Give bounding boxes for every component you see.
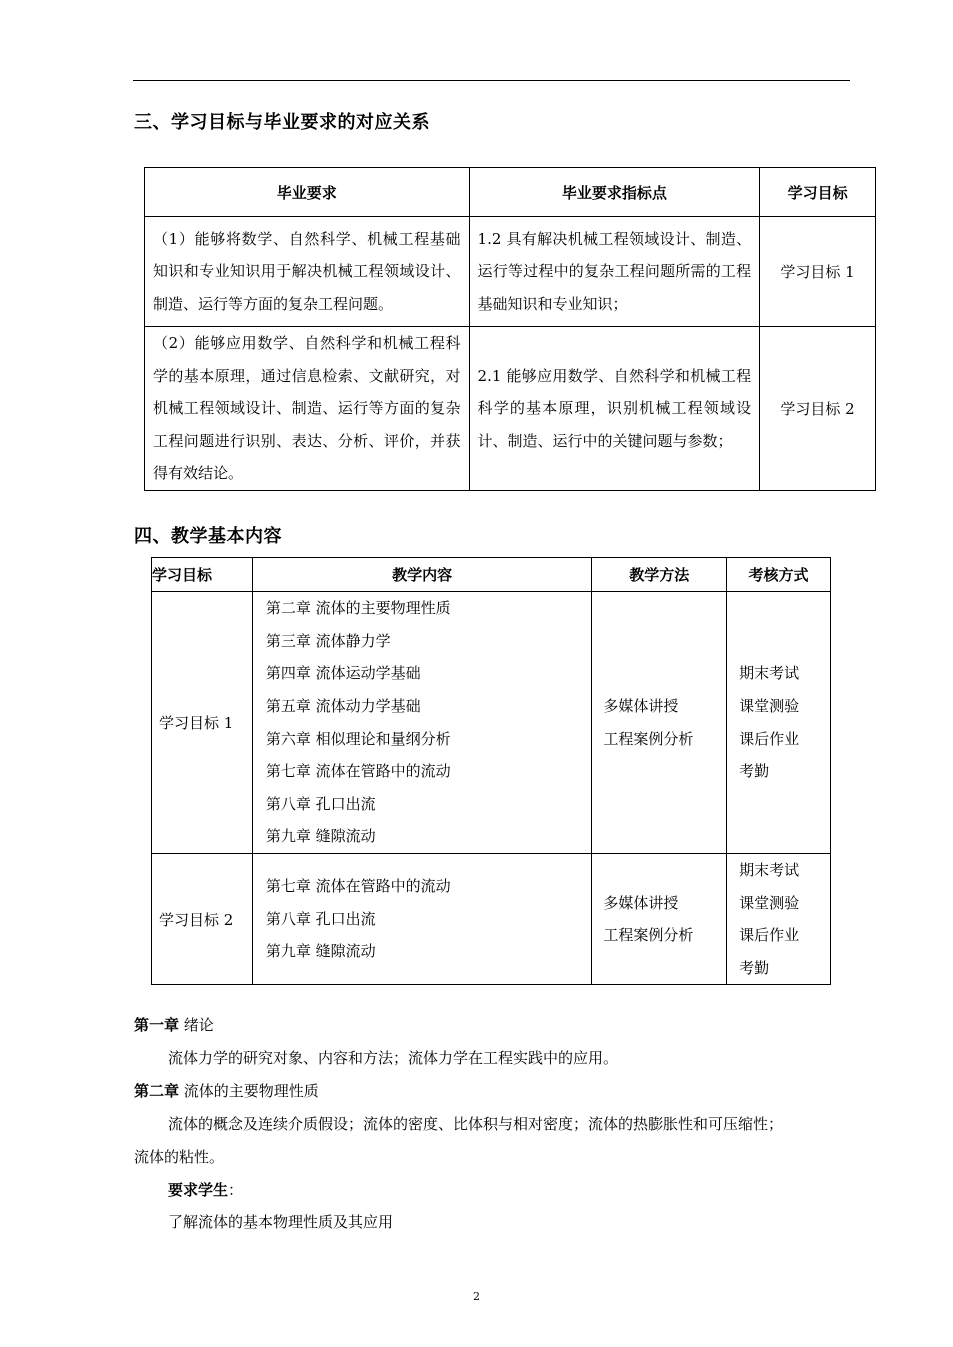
chapter-2-heading	[134, 1081, 319, 1101]
chapter-1-title: 绪论	[183, 1016, 214, 1034]
content-item: 第七章 流体在管路中的流动	[265, 877, 451, 896]
chapter-2-body-line-2: 流体的粘性。	[134, 1148, 225, 1166]
teaching-content-table	[151, 557, 831, 985]
assessment-item: 考勤	[739, 762, 770, 781]
content-item: 第三章 流体静力学	[265, 631, 391, 650]
content-item: 第八章 孔口出流	[265, 909, 376, 928]
table1-header-indicator: 毕业要求指标点	[469, 168, 760, 217]
method-cell	[592, 854, 727, 985]
requirement-colon: ：	[228, 1181, 244, 1199]
chapter-2-requirement-heading	[168, 1180, 243, 1200]
assessment-cell	[727, 854, 831, 985]
table2-header-method: 教学方法	[592, 558, 727, 592]
indicator-cell: 1.2 具有解决机械工程领域设计、制造、运行等过程中的复杂工程问题所需的工程基础知识和专业知识；	[469, 217, 760, 327]
graduation-requirements-table	[144, 167, 876, 491]
table2-header-content: 教学内容	[252, 558, 591, 592]
table2-header-goal: 学习目标	[152, 558, 253, 592]
goal-cell: 学习目标 2	[760, 327, 876, 491]
chapter-2-label: 第二章	[134, 1082, 180, 1100]
content-item: 第二章 流体的主要物理性质	[265, 599, 451, 618]
chapter-1-body: 流体力学的研究对象、内容和方法；流体力学在工程实践中的应用。	[168, 1049, 619, 1067]
goal-cell: 学习目标 1	[760, 217, 876, 327]
section-3-title: 三、学习目标与毕业要求的对应关系	[134, 112, 430, 133]
table-row	[152, 592, 831, 854]
chapter-1-label: 第一章	[134, 1016, 180, 1034]
content-item: 第五章 流体动力学基础	[265, 696, 421, 715]
goal-cell: 学习目标 2	[152, 854, 253, 985]
assessment-cell	[727, 592, 831, 854]
chapter-1-heading	[134, 1015, 214, 1035]
table-row	[152, 854, 831, 985]
content-item: 第四章 流体运动学基础	[265, 664, 421, 683]
assessment-item: 课堂测验	[739, 696, 800, 715]
table1-header-goal: 学习目标	[760, 168, 876, 217]
content-item: 第八章 孔口出流	[265, 794, 376, 813]
indicator-cell: 2.1 能够应用数学、自然科学和机械工程科学的基本原理，识别机械工程领域设计、制造、运行中的关键问题与参数；	[469, 327, 760, 491]
method-item: 多媒体讲授	[603, 696, 679, 715]
content-cell	[252, 592, 591, 854]
method-item: 工程案例分析	[603, 729, 694, 748]
content-item: 第九章 缝隙流动	[265, 942, 376, 961]
table1-header-row	[145, 168, 876, 217]
method-item: 工程案例分析	[603, 926, 694, 945]
requirement-cell: （1）能够将数学、自然科学、机械工程基础知识和专业知识用于解决机械工程领域设计、制造、运行等方面的复杂工程问题。	[145, 217, 470, 327]
assessment-item: 期末考试	[739, 664, 800, 683]
content-item: 第七章 流体在管路中的流动	[265, 762, 451, 781]
table2-header-row	[152, 558, 831, 592]
chapter-2-title: 流体的主要物理性质	[183, 1082, 319, 1100]
assessment-item: 期末考试	[739, 861, 800, 879]
goal-cell: 学习目标 1	[152, 592, 253, 854]
assessment-item: 课后作业	[739, 926, 800, 945]
assessment-item: 课后作业	[739, 729, 800, 748]
chapter-2-requirement-text: 了解流体的基本物理性质及其应用	[168, 1213, 394, 1231]
header-rule	[133, 80, 850, 81]
table-row	[145, 327, 876, 491]
method-item: 多媒体讲授	[603, 893, 679, 912]
content-item: 第六章 相似理论和量纲分析	[265, 729, 451, 748]
requirement-label: 要求学生	[168, 1181, 229, 1199]
requirement-cell: （2）能够应用数学、自然科学和机械工程科学的基本原理，通过信息检索、文献研究，对机械工程领域设计、制造、运行等方面的复杂工程问题进行识别、表达、分析、评价，并获得有效结论。	[145, 327, 470, 491]
assessment-item: 考勤	[739, 958, 770, 977]
content-item: 第九章 缝隙流动	[265, 827, 376, 846]
section-4-title: 四、教学基本内容	[134, 526, 282, 547]
table1-header-requirement: 毕业要求	[145, 168, 470, 217]
content-cell	[252, 854, 591, 985]
assessment-item: 课堂测验	[739, 893, 800, 912]
table2-header-assessment: 考核方式	[727, 558, 831, 592]
method-cell	[592, 592, 727, 854]
chapter-2-body-line-1: 流体的概念及连续介质假设；流体的密度、比体积与相对密度；流体的热膨胀性和可压缩性；	[168, 1115, 784, 1133]
table-row	[145, 217, 876, 327]
page-number: 2	[473, 1290, 480, 1303]
